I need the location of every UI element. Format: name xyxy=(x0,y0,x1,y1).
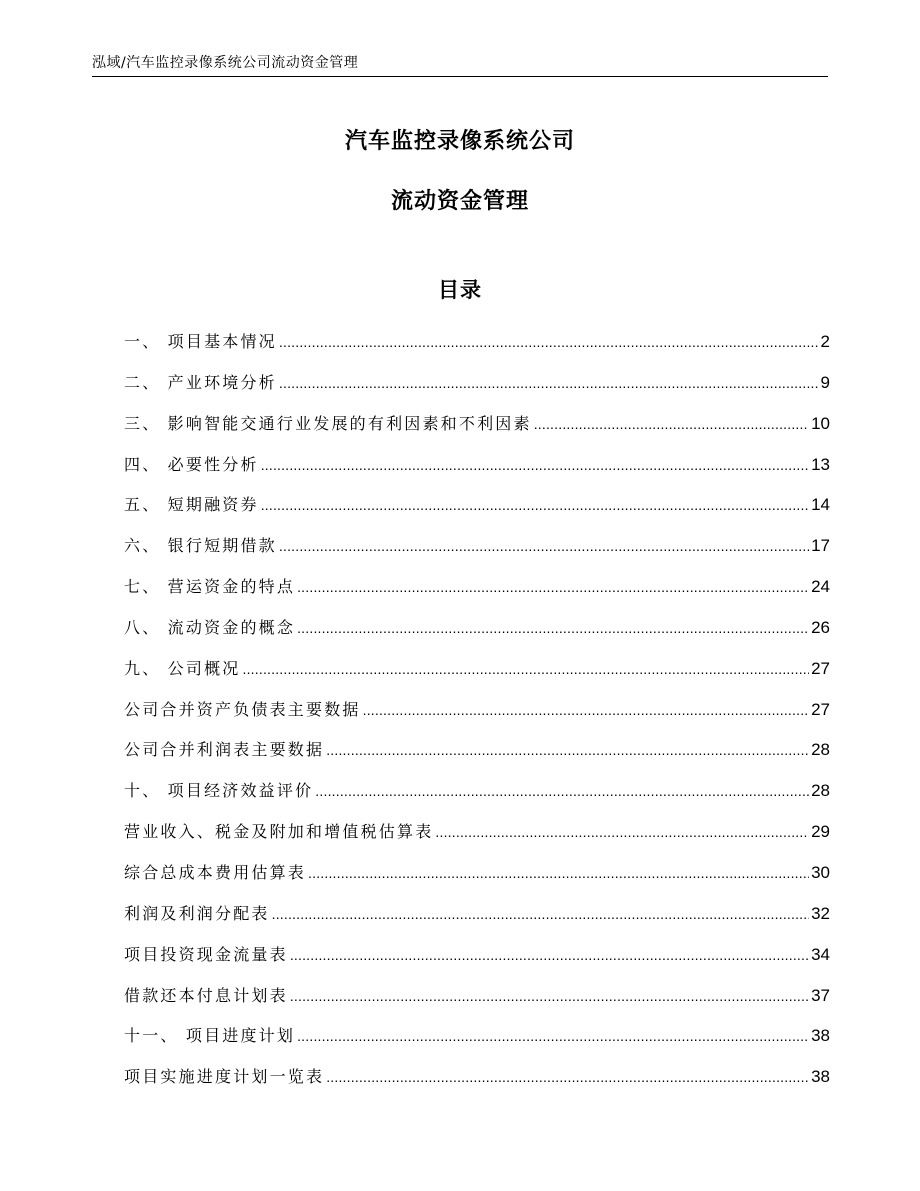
toc-entry-page: 37 xyxy=(811,985,830,1005)
toc-entry-page: 29 xyxy=(811,822,830,842)
running-header: 泓域/汽车监控录像系统公司流动资金管理 xyxy=(92,54,828,77)
toc-entry-page: 27 xyxy=(811,699,830,719)
toc-leader-dots xyxy=(297,608,809,649)
toc-entry[interactable] xyxy=(124,935,830,976)
toc-entry[interactable] xyxy=(124,771,830,812)
toc-leader-dots xyxy=(326,730,809,771)
toc-leader-dots xyxy=(326,1057,809,1098)
toc-entry-page: 10 xyxy=(811,413,830,433)
toc-entry-label: 十、 项目经济效益评价 xyxy=(124,781,314,801)
toc-entry-label: 五、 短期融资券 xyxy=(124,495,259,515)
toc-leader-dots xyxy=(363,690,809,731)
toc-leader-dots xyxy=(279,526,809,567)
toc-entry-label: 利润及利润分配表 xyxy=(124,903,270,923)
toc-entry-page: 2 xyxy=(820,332,830,351)
document-subtitle: 流动资金管理 xyxy=(390,189,529,214)
toc-entry[interactable] xyxy=(124,976,830,1017)
toc-entry-page: 24 xyxy=(811,577,830,597)
toc-entry-label: 借款还本付息计划表 xyxy=(124,985,288,1005)
toc-entry-page: 13 xyxy=(811,454,830,474)
toc-entry-label: 六、 银行短期借款 xyxy=(124,536,277,556)
toc-leader-dots xyxy=(297,567,809,608)
toc-entry[interactable] xyxy=(124,445,830,486)
table-of-contents xyxy=(124,322,830,1098)
toc-entry[interactable] xyxy=(124,649,830,690)
toc-leader-dots xyxy=(315,771,809,812)
toc-entry-label: 营业收入、税金及附加和增值税估算表 xyxy=(124,822,434,842)
toc-entry[interactable] xyxy=(124,812,830,853)
toc-entry-label: 综合总成本费用估算表 xyxy=(124,862,307,882)
toc-entry[interactable] xyxy=(124,853,830,894)
toc-entry-page: 38 xyxy=(811,1026,830,1046)
toc-entry-page: 28 xyxy=(811,781,830,801)
toc-leader-dots xyxy=(243,649,810,690)
toc-entry-label: 二、 产业环境分析 xyxy=(124,372,277,392)
toc-entry-label: 十一、 项目进度计划 xyxy=(124,1026,296,1046)
toc-entry[interactable] xyxy=(124,485,830,526)
toc-entry-label: 四、 必要性分析 xyxy=(124,454,259,474)
toc-leader-dots xyxy=(261,445,809,486)
toc-entry-page: 38 xyxy=(811,1067,830,1087)
toc-entry-page: 17 xyxy=(811,536,830,556)
toc-entry-page: 34 xyxy=(811,944,830,964)
toc-leader-dots xyxy=(279,322,819,363)
toc-entry[interactable] xyxy=(124,1016,830,1057)
toc-heading: 目录 xyxy=(438,278,482,302)
toc-entry-label: 公司合并资产负债表主要数据 xyxy=(124,699,361,719)
toc-leader-dots xyxy=(279,363,819,404)
toc-entry[interactable] xyxy=(124,894,830,935)
toc-entry[interactable] xyxy=(124,404,830,445)
toc-leader-dots xyxy=(308,853,809,894)
toc-entry-page: 28 xyxy=(811,740,830,760)
toc-entry-label: 七、 营运资金的特点 xyxy=(124,577,296,597)
toc-entry-label: 项目投资现金流量表 xyxy=(124,944,288,964)
toc-entry-label: 九、 公司概况 xyxy=(124,658,241,678)
toc-entry-page: 27 xyxy=(811,658,830,678)
toc-entry[interactable] xyxy=(124,608,830,649)
toc-entry[interactable] xyxy=(124,567,830,608)
toc-leader-dots xyxy=(261,485,809,526)
toc-leader-dots xyxy=(272,894,809,935)
toc-entry-label: 一、 项目基本情况 xyxy=(124,332,277,351)
toc-entry-label: 三、 影响智能交通行业发展的有利因素和不利因素 xyxy=(124,413,532,433)
toc-leader-dots xyxy=(297,1016,809,1057)
toc-entry[interactable] xyxy=(124,322,830,363)
toc-entry-page: 9 xyxy=(820,372,830,392)
document-title: 汽车监控录像系统公司 xyxy=(344,129,575,154)
toc-entry-page: 30 xyxy=(811,862,830,882)
toc-entry-label: 八、 流动资金的概念 xyxy=(124,617,296,637)
toc-entry[interactable] xyxy=(124,730,830,771)
toc-leader-dots xyxy=(534,404,809,445)
toc-entry[interactable] xyxy=(124,526,830,567)
toc-entry[interactable] xyxy=(124,690,830,731)
toc-entry[interactable] xyxy=(124,363,830,404)
toc-entry[interactable] xyxy=(124,1057,830,1098)
toc-entry-page: 32 xyxy=(811,903,830,923)
toc-entry-label: 项目实施进度计划一览表 xyxy=(124,1067,325,1087)
toc-leader-dots xyxy=(290,935,809,976)
toc-leader-dots xyxy=(290,976,809,1017)
toc-entry-page: 14 xyxy=(811,495,830,515)
toc-leader-dots xyxy=(435,812,809,853)
toc-entry-label: 公司合并利润表主要数据 xyxy=(124,740,325,760)
toc-entry-page: 26 xyxy=(811,617,830,637)
